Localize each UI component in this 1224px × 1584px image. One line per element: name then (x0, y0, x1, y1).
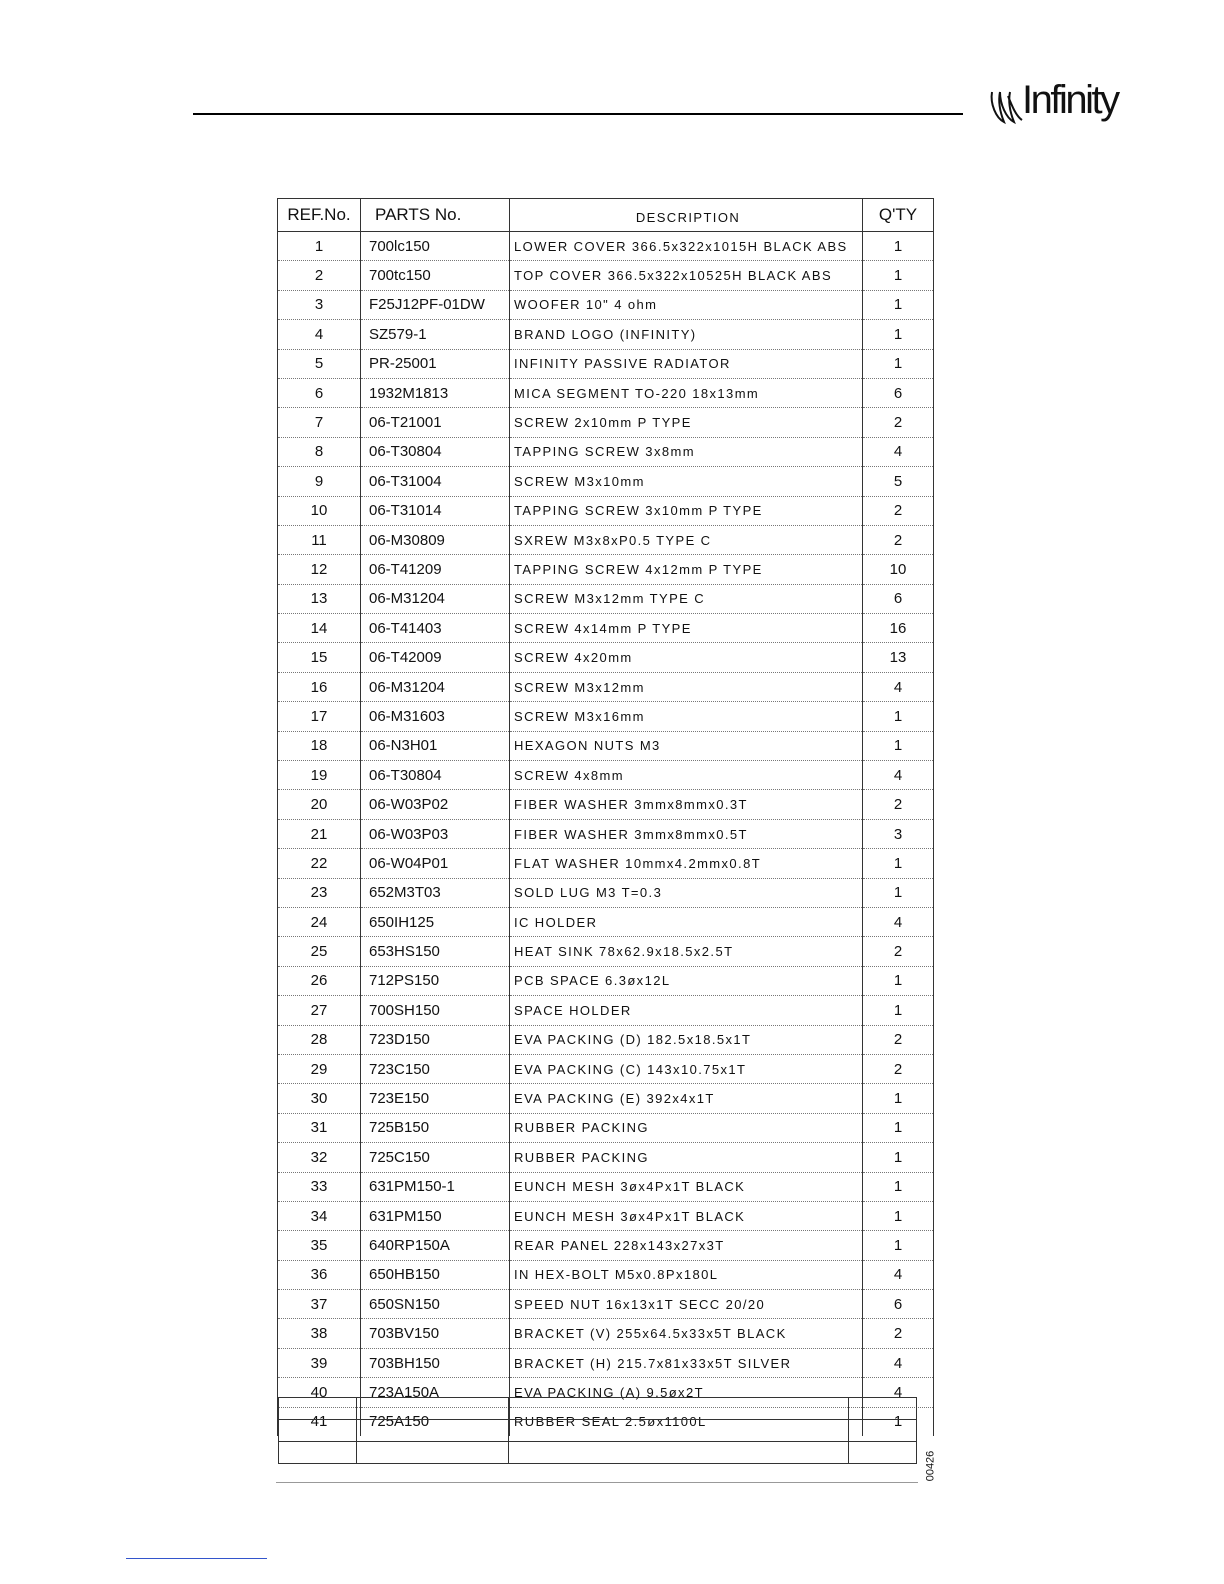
cell-part-no: 640RP150A (361, 1231, 510, 1260)
parts-table (277, 198, 934, 1436)
cell-ref: 9 (278, 467, 361, 496)
cell-part-no: 06-T41209 (361, 555, 510, 584)
cell-description: EVA PACKING (C) 143x10.75x1T (510, 1054, 863, 1083)
cell-ref: 37 (278, 1290, 361, 1319)
table-row (278, 1113, 934, 1142)
parts-list (277, 198, 917, 1436)
cell-ref: 33 (278, 1172, 361, 1201)
table-row (278, 790, 934, 819)
cell-qty: 2 (863, 1025, 934, 1054)
cell-qty: 4 (863, 1260, 934, 1289)
table-row (278, 1231, 934, 1260)
cell-description: FIBER WASHER 3mmx8mmx0.5T (510, 819, 863, 848)
cell-qty: 2 (863, 1054, 934, 1083)
footnote-rule (126, 1558, 267, 1559)
cell-description: INFINITY PASSIVE RADIATOR (510, 349, 863, 378)
cell-qty: 2 (863, 937, 934, 966)
cell-description: SCREW 4x20mm (510, 643, 863, 672)
cell-part-no: 712PS150 (361, 966, 510, 995)
cell-description: RUBBER SEAL 2.5øx1100L (510, 1407, 863, 1436)
cell-part-no: 700lc150 (361, 232, 510, 261)
cell-qty: 1 (863, 996, 934, 1025)
table-row (278, 408, 934, 437)
cell-qty: 13 (863, 643, 934, 672)
cell-part-no: 1932M1813 (361, 378, 510, 407)
cell-qty: 2 (863, 525, 934, 554)
table-row (278, 467, 934, 496)
cell-qty: 1 (863, 966, 934, 995)
table-row (278, 437, 934, 466)
cell-description: SOLD LUG M3 T=0.3 (510, 878, 863, 907)
cell-part-no: PR-25001 (361, 349, 510, 378)
blank-row (279, 1398, 917, 1420)
cell-part-no: 06-W04P01 (361, 849, 510, 878)
cell-description: BRACKET (H) 215.7x81x33x5T SILVER (510, 1348, 863, 1377)
cell-part-no: 650IH125 (361, 907, 510, 936)
cell-part-no: 06-T21001 (361, 408, 510, 437)
document-code: 00426 (924, 1450, 937, 1482)
cell-ref: 32 (278, 1143, 361, 1172)
cell-description: SXREW M3x8xP0.5 TYPE C (510, 525, 863, 554)
table-row (278, 496, 934, 525)
cell-ref: 20 (278, 790, 361, 819)
table-row (278, 937, 934, 966)
cell-description: EUNCH MESH 3øx4Px1T BLACK (510, 1172, 863, 1201)
logo-wordmark: Infinity (1022, 78, 1118, 122)
cell-part-no: 06-W03P03 (361, 819, 510, 848)
cell-part-no: 06-M31204 (361, 672, 510, 701)
cell-ref: 28 (278, 1025, 361, 1054)
cell-qty: 10 (863, 555, 934, 584)
cell-qty: 4 (863, 1348, 934, 1377)
cell-qty: 5 (863, 467, 934, 496)
cell-description: RUBBER PACKING (510, 1143, 863, 1172)
cell-description: EVA PACKING (A) 9.5øx2T (510, 1378, 863, 1407)
cell-part-no: 650SN150 (361, 1290, 510, 1319)
cell-ref: 15 (278, 643, 361, 672)
blank-row (279, 1420, 917, 1442)
cell-part-no: 650HB150 (361, 1260, 510, 1289)
cell-part-no: 06-T30804 (361, 437, 510, 466)
cell-part-no: 06-M31603 (361, 702, 510, 731)
table-row (278, 1319, 934, 1348)
table-row (278, 320, 934, 349)
cell-part-no: 06-T31004 (361, 467, 510, 496)
cell-qty: 1 (863, 1407, 934, 1436)
table-header-row (278, 199, 934, 232)
cell-part-no: SZ579-1 (361, 320, 510, 349)
cell-qty: 1 (863, 849, 934, 878)
cell-description: SPACE HOLDER (510, 996, 863, 1025)
table-row (278, 643, 934, 672)
table-row (278, 849, 934, 878)
cell-qty: 4 (863, 761, 934, 790)
cell-qty: 1 (863, 232, 934, 261)
table-bottom-rule (276, 1482, 918, 1483)
cell-description: FLAT WASHER 10mmx4.2mmx0.8T (510, 849, 863, 878)
cell-ref: 34 (278, 1201, 361, 1230)
cell-ref: 38 (278, 1319, 361, 1348)
cell-qty: 1 (863, 1143, 934, 1172)
table-row (278, 349, 934, 378)
table-row (278, 584, 934, 613)
cell-qty: 4 (863, 907, 934, 936)
table-body (278, 232, 934, 1437)
cell-description: HEAT SINK 78x62.9x18.5x2.5T (510, 937, 863, 966)
table-row (278, 819, 934, 848)
cell-description: SCREW M3x16mm (510, 702, 863, 731)
cell-ref: 7 (278, 408, 361, 437)
cell-qty: 1 (863, 731, 934, 760)
cell-qty: 6 (863, 584, 934, 613)
cell-ref: 24 (278, 907, 361, 936)
table-row (278, 878, 934, 907)
cell-description: EUNCH MESH 3øx4Px1T BLACK (510, 1201, 863, 1230)
table-row (278, 966, 934, 995)
cell-qty: 1 (863, 1201, 934, 1230)
cell-qty: 4 (863, 672, 934, 701)
cell-ref: 2 (278, 261, 361, 290)
cell-ref: 23 (278, 878, 361, 907)
cell-part-no: 723C150 (361, 1054, 510, 1083)
cell-ref: 19 (278, 761, 361, 790)
table-row (278, 1172, 934, 1201)
cell-ref: 41 (278, 1407, 361, 1436)
cell-qty: 2 (863, 496, 934, 525)
cell-part-no: 06-T42009 (361, 643, 510, 672)
cell-description: BRAND LOGO (INFINITY) (510, 320, 863, 349)
cell-description: SCREW 4x14mm P TYPE (510, 614, 863, 643)
cell-ref: 26 (278, 966, 361, 995)
cell-ref: 16 (278, 672, 361, 701)
table-row (278, 672, 934, 701)
cell-description: PCB SPACE 6.3øx12L (510, 966, 863, 995)
cell-description: SCREW M3x12mm (510, 672, 863, 701)
cell-qty: 2 (863, 408, 934, 437)
cell-part-no: 725B150 (361, 1113, 510, 1142)
cell-part-no: 06-M31204 (361, 584, 510, 613)
header-qty: Q'TY (863, 199, 934, 232)
cell-qty: 1 (863, 1231, 934, 1260)
cell-part-no: 703BH150 (361, 1348, 510, 1377)
cell-qty: 1 (863, 290, 934, 319)
cell-part-no: F25J12PF-01DW (361, 290, 510, 319)
cell-part-no: 06-T41403 (361, 614, 510, 643)
cell-description: EVA PACKING (D) 182.5x18.5x1T (510, 1025, 863, 1054)
cell-qty: 1 (863, 1172, 934, 1201)
header-rule (193, 113, 963, 115)
table-row (278, 907, 934, 936)
cell-part-no: 06-N3H01 (361, 731, 510, 760)
cell-qty: 1 (863, 349, 934, 378)
table-row (278, 1201, 934, 1230)
table-row (278, 702, 934, 731)
table-row (278, 378, 934, 407)
table-row (278, 290, 934, 319)
cell-part-no: 652M3T03 (361, 878, 510, 907)
table-row (278, 1290, 934, 1319)
header-ref: REF.No. (278, 199, 361, 232)
cell-description: MICA SEGMENT TO-220 18x13mm (510, 378, 863, 407)
cell-part-no: 653HS150 (361, 937, 510, 966)
cell-description: EVA PACKING (E) 392x4x1T (510, 1084, 863, 1113)
cell-part-no: 703BV150 (361, 1319, 510, 1348)
cell-description: TAPPING SCREW 3x10mm P TYPE (510, 496, 863, 525)
cell-description: FIBER WASHER 3mmx8mmx0.3T (510, 790, 863, 819)
cell-qty: 1 (863, 320, 934, 349)
cell-description: SCREW M3x10mm (510, 467, 863, 496)
cell-part-no: 725A150 (361, 1407, 510, 1436)
table-row (278, 1084, 934, 1113)
cell-ref: 5 (278, 349, 361, 378)
cell-qty: 1 (863, 702, 934, 731)
cell-description: IC HOLDER (510, 907, 863, 936)
header-part: PARTS No. (361, 199, 510, 232)
cell-ref: 39 (278, 1348, 361, 1377)
cell-part-no: 725C150 (361, 1143, 510, 1172)
cell-ref: 30 (278, 1084, 361, 1113)
cell-description: REAR PANEL 228x143x27x3T (510, 1231, 863, 1260)
cell-part-no: 06-T30804 (361, 761, 510, 790)
cell-description: SPEED NUT 16x13x1T SECC 20/20 (510, 1290, 863, 1319)
cell-part-no: 700tc150 (361, 261, 510, 290)
cell-ref: 6 (278, 378, 361, 407)
cell-part-no: 06-M30809 (361, 525, 510, 554)
cell-ref: 27 (278, 996, 361, 1025)
infinity-logo (988, 80, 1148, 132)
cell-ref: 22 (278, 849, 361, 878)
cell-qty: 1 (863, 878, 934, 907)
cell-part-no: 700SH150 (361, 996, 510, 1025)
cell-qty: 3 (863, 819, 934, 848)
table-row (278, 1025, 934, 1054)
cell-description: TAPPING SCREW 4x12mm P TYPE (510, 555, 863, 584)
cell-description: TOP COVER 366.5x322x10525H BLACK ABS (510, 261, 863, 290)
infinity-emblem-icon (988, 86, 1024, 126)
header-description: DESCRIPTION (510, 199, 863, 232)
cell-ref: 13 (278, 584, 361, 613)
cell-description: RUBBER PACKING (510, 1113, 863, 1142)
cell-description: LOWER COVER 366.5x322x1015H BLACK ABS (510, 232, 863, 261)
cell-ref: 3 (278, 290, 361, 319)
cell-description: HEXAGON NUTS M3 (510, 731, 863, 760)
cell-part-no: 631PM150-1 (361, 1172, 510, 1201)
cell-ref: 29 (278, 1054, 361, 1083)
cell-qty: 1 (863, 261, 934, 290)
cell-qty: 16 (863, 614, 934, 643)
table-row (278, 761, 934, 790)
cell-ref: 21 (278, 819, 361, 848)
cell-part-no: 06-W03P02 (361, 790, 510, 819)
cell-ref: 40 (278, 1378, 361, 1407)
cell-qty: 2 (863, 790, 934, 819)
cell-part-no: 723D150 (361, 1025, 510, 1054)
table-row (278, 232, 934, 261)
cell-description: SCREW 4x8mm (510, 761, 863, 790)
table-row (278, 1348, 934, 1377)
cell-ref: 1 (278, 232, 361, 261)
cell-qty: 4 (863, 437, 934, 466)
table-row (278, 1054, 934, 1083)
cell-qty: 6 (863, 1290, 934, 1319)
cell-ref: 11 (278, 525, 361, 554)
cell-description: BRACKET (V) 255x64.5x33x5T BLACK (510, 1319, 863, 1348)
table-row (278, 996, 934, 1025)
cell-ref: 31 (278, 1113, 361, 1142)
cell-qty: 1 (863, 1113, 934, 1142)
cell-part-no: 723A150A (361, 1378, 510, 1407)
cell-qty: 6 (863, 378, 934, 407)
cell-qty: 2 (863, 1319, 934, 1348)
cell-part-no: 06-T31014 (361, 496, 510, 525)
cell-part-no: 723E150 (361, 1084, 510, 1113)
blank-rows-table (278, 1397, 917, 1464)
cell-description: IN HEX-BOLT M5x0.8Px180L (510, 1260, 863, 1289)
cell-description: SCREW 2x10mm P TYPE (510, 408, 863, 437)
cell-ref: 14 (278, 614, 361, 643)
cell-description: WOOFER 10" 4 ohm (510, 290, 863, 319)
table-row (278, 261, 934, 290)
table-row (278, 614, 934, 643)
cell-description: TAPPING SCREW 3x8mm (510, 437, 863, 466)
cell-ref: 25 (278, 937, 361, 966)
cell-ref: 17 (278, 702, 361, 731)
cell-qty: 1 (863, 1084, 934, 1113)
cell-ref: 8 (278, 437, 361, 466)
cell-ref: 18 (278, 731, 361, 760)
cell-ref: 12 (278, 555, 361, 584)
cell-ref: 36 (278, 1260, 361, 1289)
cell-qty: 4 (863, 1378, 934, 1407)
blank-row (279, 1442, 917, 1464)
table-row (278, 525, 934, 554)
cell-description: SCREW M3x12mm TYPE C (510, 584, 863, 613)
table-row (278, 555, 934, 584)
table-row (278, 1143, 934, 1172)
cell-ref: 10 (278, 496, 361, 525)
cell-ref: 35 (278, 1231, 361, 1260)
cell-ref: 4 (278, 320, 361, 349)
table-row (278, 731, 934, 760)
cell-part-no: 631PM150 (361, 1201, 510, 1230)
table-row (278, 1260, 934, 1289)
